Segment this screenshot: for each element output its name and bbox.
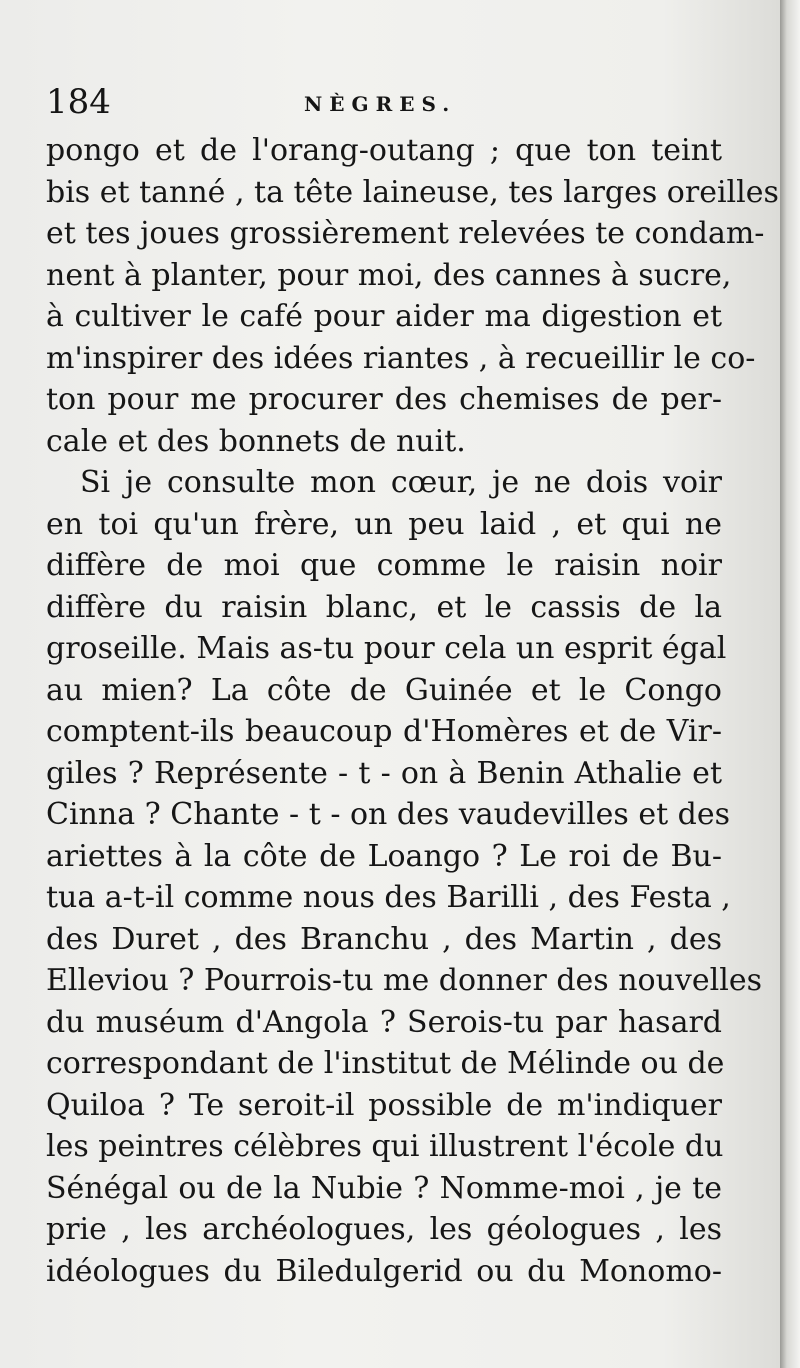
text-line: groseille. Mais as-tu pour cela un esprit égal: [46, 631, 727, 666]
text-line: à cultiver le café pour aider ma digestion et: [46, 299, 722, 334]
paragraph-2: [46, 462, 762, 1292]
text-line: des Duret , des Branchu , des Martin , des: [46, 921, 722, 957]
text-line: cale et des bonnets de nuit.: [46, 423, 466, 459]
text-line: tua a-t-il comme nous des Barilli , des Festa ,: [46, 880, 731, 915]
text-line: Si je consulte mon cœur, je ne dois voir: [80, 465, 722, 500]
text-line: Cinna ? Chante - t - on des vaudevilles et des: [46, 797, 731, 832]
text-line: prie , les archéologues, les géologues , les: [46, 1212, 722, 1247]
text-line: ton pour me procurer des chemises de per-: [46, 382, 722, 417]
text-line: Sénégal ou de la Nubie ? Nomme-moi , je te: [46, 1170, 722, 1206]
page-edge-shadow: [780, 0, 800, 1368]
text-line: correspondant de l'institut de Mélinde ou de: [46, 1046, 725, 1081]
body-text: [46, 130, 779, 1292]
text-line: Elleviou ? Pourrois-tu me donner des nouvelles: [46, 963, 762, 998]
text-line: les peintres célèbres qui illustrent l'école du: [46, 1129, 724, 1164]
text-line: m'inspirer des idées riantes , à recueillir le co-: [46, 340, 756, 376]
text-line: diffère du raisin blanc, et le cassis de la: [46, 589, 722, 625]
page-header: [46, 82, 724, 122]
text-line: comptent-ils beaucoup d'Homères et de Vir-: [46, 714, 722, 749]
text-line: pongo et de l'orang-outang ; que ton teint: [46, 133, 722, 168]
text-line: du muséum d'Angola ? Serois-tu par hasard: [46, 1004, 722, 1040]
text-line: ariettes à la côte de Loango ? Le roi de Bu-: [46, 838, 722, 874]
paragraph-1: [46, 130, 779, 462]
text-line: bis et tanné , ta tête laineuse, tes larges oreilles: [46, 174, 779, 210]
text-line: au mien? La côte de Guinée et le Congo: [46, 672, 722, 708]
page-number: 184: [46, 82, 111, 122]
text-line: Quiloa ? Te seroit-il possible de m'indiquer: [46, 1087, 722, 1123]
text-line: et tes joues grossièrement relevées te condam-: [46, 216, 765, 251]
text-line: en toi qu'un frère, un peu laid , et qui ne: [46, 506, 722, 542]
text-line: nent à planter, pour moi, des cannes à sucre,: [46, 257, 732, 293]
text-line: idéologues du Biledulgerid ou du Monomo-: [46, 1253, 722, 1289]
text-line: diffère de moi que comme le raisin noir: [46, 548, 722, 583]
running-title: NÈGRES.: [304, 92, 457, 116]
text-line: giles ? Représente - t - on à Benin Athalie et: [46, 755, 722, 791]
